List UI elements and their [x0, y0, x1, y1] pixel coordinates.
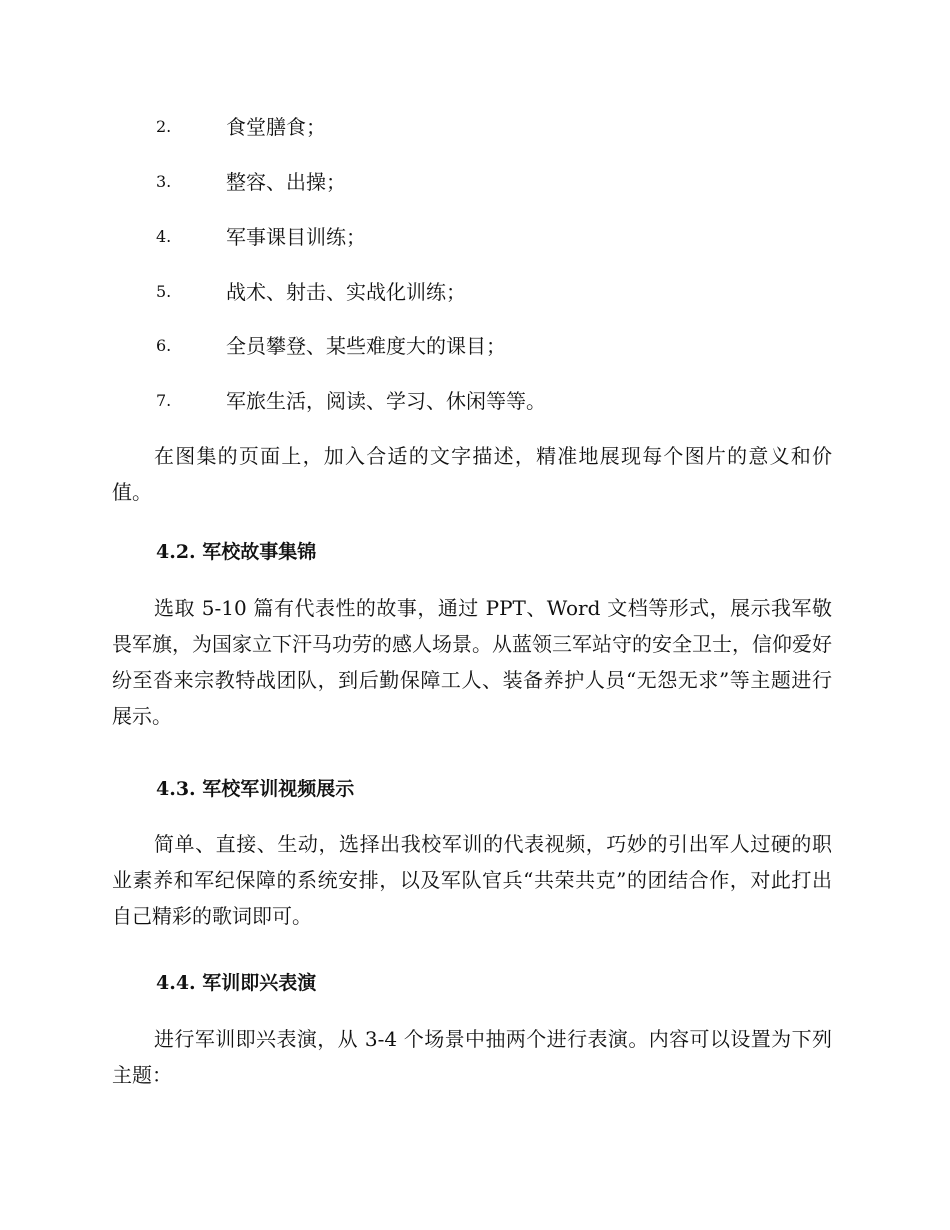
list-item — [0, 112, 950, 142]
gallery-paragraph: 在图集的页面上，加入合适的文字描述，精准地展现每个图片的意义和价值。 — [112, 444, 832, 504]
section-heading: 4.4. 军训即兴表演 — [156, 972, 317, 994]
list-number: 3. — [156, 172, 172, 191]
list-text: 食堂膳食； — [226, 115, 326, 139]
list-item — [0, 222, 950, 252]
list-number: 2. — [156, 117, 172, 136]
list-item — [0, 331, 950, 361]
list-text: 战术、射击、实战化训练； — [226, 280, 466, 304]
section-heading: 4.3. 军校军训视频展示 — [156, 778, 355, 800]
section-paragraph: 进行军训即兴表演，从 3-4 个场景中抽两个进行表演。内容可以设置为下列主题： — [112, 1027, 832, 1087]
section-heading: 4.2. 军校故事集锦 — [156, 541, 317, 563]
list-item — [0, 167, 950, 197]
section-paragraph: 选取 5-10 篇有代表性的故事，通过 PPT、Word 文档等形式，展示我军敬畏军旗，为国家立下汗马功劳的感人场景。从蓝领三军站守的安全卫士，信仰爱好纷至沓来宗教特战团队，到后勤保障工人、装备养护人员“无怨无求”等主题进行展示。 — [112, 596, 832, 728]
list-number: 7. — [156, 391, 172, 410]
list-number: 4. — [156, 227, 172, 246]
list-number: 5. — [156, 282, 172, 301]
list-number: 6. — [156, 336, 172, 355]
list-item — [0, 277, 950, 307]
list-text: 军事课目训练； — [226, 225, 366, 249]
list-item — [0, 386, 950, 416]
section-paragraph: 简单、直接、生动，选择出我校军训的代表视频，巧妙的引出军人过硬的职业素养和军纪保障的系统安排，以及军队官兵“共荣共克”的团结合作，对此打出自己精彩的歌词即可。 — [112, 832, 832, 928]
list-text: 军旅生活，阅读、学习、休闲等等。 — [226, 389, 546, 413]
list-text: 整容、出操； — [226, 170, 346, 194]
list-text: 全员攀登、某些难度大的课目； — [226, 334, 506, 358]
